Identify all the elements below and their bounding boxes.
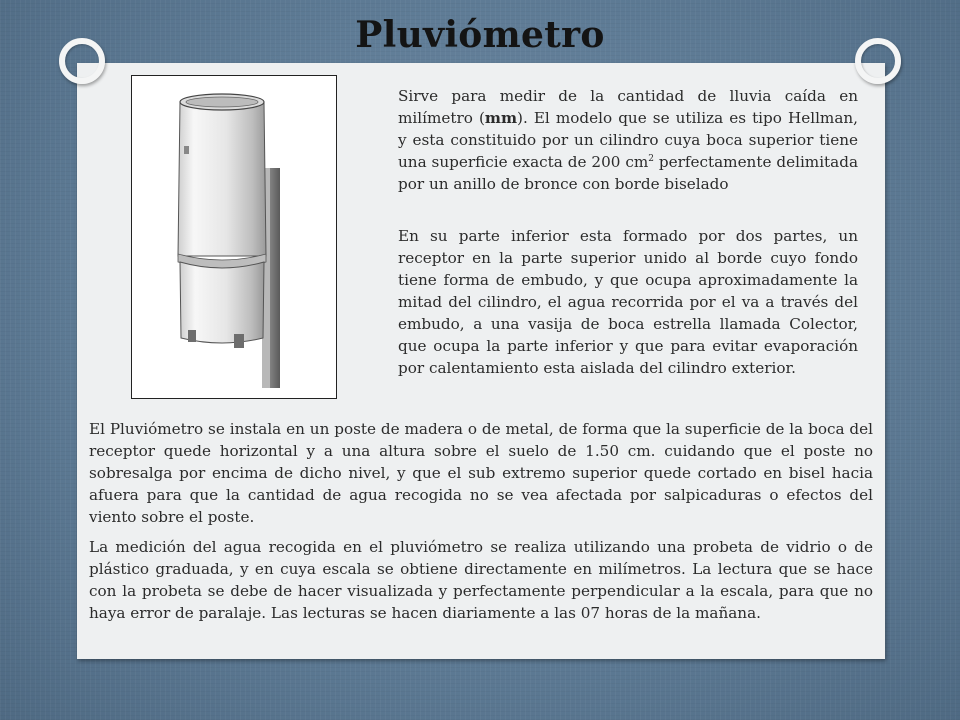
description-paragraph-2: En su parte inferior esta formado por dos partes, un receptor en la parte superior unido al borde cuyo fondo tiene forma de embudo, y que ocupa aproximadamente la mitad del cilindro, el agua recorrida por el va a través del embudo, a una vasija de boca estrella llamada Colector, que ocupa la parte inferior y que para evitar evaporación por calentamiento esta aislada del cilindro exterior. [398,227,858,377]
ring-pin-right-icon [855,38,901,84]
rain-gauge-figure [131,75,337,399]
installation-paragraph: El Pluviómetro se instala en un poste de madera o de metal, de forma que la superficie de la boca del receptor quede horizontal y a una altura sobre el suelo de 1.50 cm. cuidando que el poste no sobresalga por encima de dicho nivel, y que el sub extremo superior quede cortado en bisel hacia afuera para que la cantidad de agua recogida no se vea afectada por salpicaduras o efectos del viento sobre el poste. [89,420,873,526]
ring-pin-left-icon [59,38,105,84]
p1-text-c: perfectamente delimitada por un anillo de bronce con borde biselado [398,153,858,193]
description-paragraph-1 [398,85,858,195]
p1-text-a: Sirve para medir de la cantidad de lluvia caída en milímetro ( [398,87,858,127]
measurement-paragraph: La medición del agua recogida en el pluviómetro se realiza utilizando una probeta de vidrio o de plástico graduada, y en cuya escala se obtiene directamente en milímetros. La lectura que se hace con la probeta se debe de hacer visualizada y perfectamente perpendicular a la escala, para que no haya error de paralaje. Las lecturas se hacen diariamente a las 07 horas de la mañana. [89,538,873,622]
p1-text-b: ). El modelo que se utiliza es tipo Hellman, y esta constituido por un cilindro cuya boca superior tiene una superficie exacta de 200 cm [398,109,858,171]
slide-title: Pluviómetro [355,14,605,56]
rain-gauge-illustration-icon [132,76,335,397]
superscript-2: 2 [648,153,654,164]
unit-mm: mm [484,109,518,127]
